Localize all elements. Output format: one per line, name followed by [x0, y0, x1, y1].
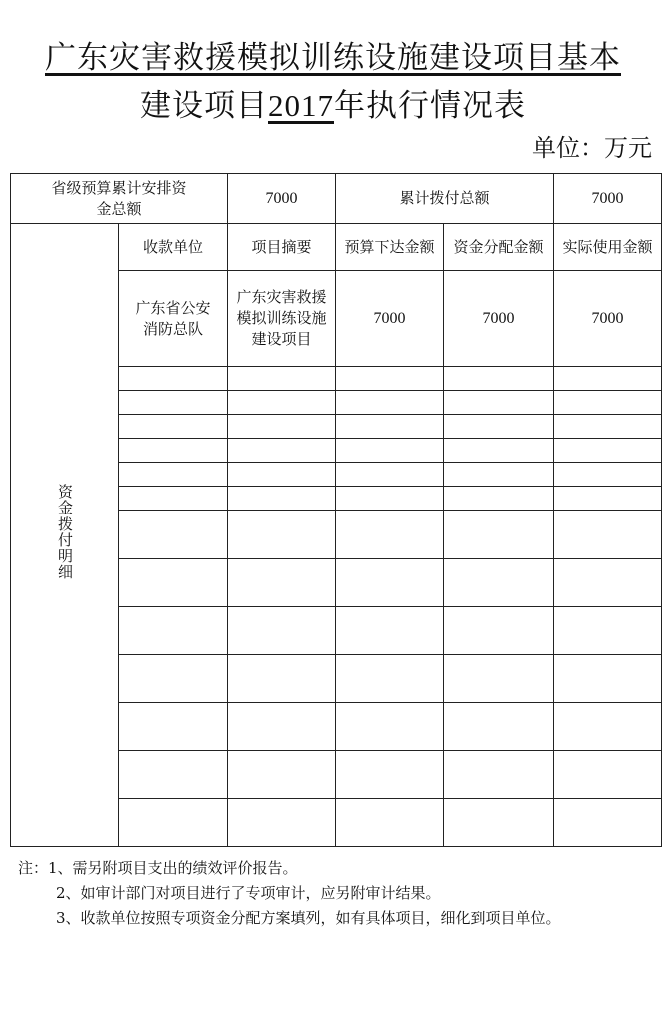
notes — [18, 856, 663, 931]
document-title — [0, 34, 666, 130]
title-line-2 — [0, 82, 666, 130]
summary-value-left: 7000 — [228, 174, 336, 224]
note-1: 注：1、需另附项目支出的绩效评价报告。 — [18, 859, 298, 877]
title-line-1: 广东灾害救援模拟训练设施建设项目基本 — [45, 40, 621, 76]
summary-row — [11, 174, 662, 224]
table-cell: 广东灾害救援模拟训练设施建设项目 — [228, 271, 336, 367]
note-3: 3、收款单位按照专项资金分配方案填列，如有具体项目，细化到项目单位。 — [56, 909, 561, 927]
detail-header-row — [11, 224, 662, 271]
header-cell: 预算下达金额 — [336, 224, 444, 271]
table-cell: 7000 — [554, 271, 662, 367]
summary-label-left: 省级预算累计安排资金总额 — [11, 174, 228, 224]
table-cell: 7000 — [444, 271, 554, 367]
summary-label-right: 累计拨付总额 — [336, 174, 554, 224]
title-year: 2017 — [268, 88, 334, 123]
title-line-2-prefix: 建设项目 — [140, 88, 268, 124]
summary-value-right: 7000 — [554, 174, 662, 224]
title-line-2-suffix: 年执行情况表 — [334, 88, 526, 124]
header-cell: 收款单位 — [119, 224, 228, 271]
unit-label: 单位：万元 — [532, 134, 652, 162]
detail-section-label: 资金拨付明细 — [56, 484, 74, 580]
note-2: 2、如审计部门对项目进行了专项审计，应另附审计结果。 — [56, 884, 441, 902]
table-cell: 7000 — [336, 271, 444, 367]
header-cell: 项目摘要 — [228, 224, 336, 271]
header-cell: 实际使用金额 — [554, 224, 662, 271]
detail-section-label-cell — [11, 224, 119, 847]
header-cell: 资金分配金额 — [444, 224, 554, 271]
table-cell: 广东省公安消防总队 — [119, 271, 228, 367]
execution-table — [10, 173, 662, 847]
